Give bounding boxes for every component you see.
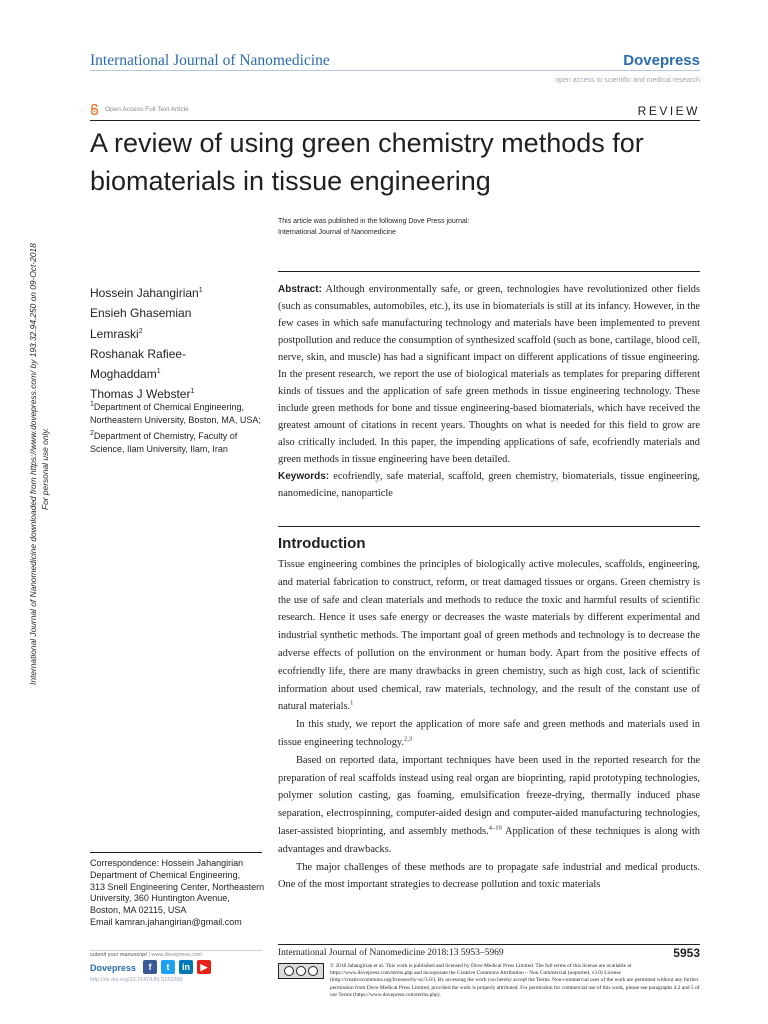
keywords-label: Keywords: bbox=[278, 471, 330, 482]
author: Moghaddam$^1$ bbox=[90, 367, 161, 382]
creative-commons-icon[interactable] bbox=[278, 963, 324, 979]
paragraph: In this study, we report the application of more safe and green methods and materials used in tissue engineering technology.$^{2,3}$ bbox=[278, 719, 700, 748]
open-access-badge bbox=[90, 104, 189, 115]
author: Roshanak Rafiee- bbox=[90, 346, 187, 361]
correspondence-divider bbox=[90, 852, 262, 853]
download-stamp-line-2: For personal use only. bbox=[40, 427, 50, 510]
keywords-text: ecofriendly, safe material, scaffold, green chemistry, biomaterials, tissue engineering, nanomedicine, nanoparticle bbox=[278, 471, 700, 499]
citation-link[interactable]: 2,3 bbox=[404, 735, 413, 743]
title-divider bbox=[90, 120, 700, 121]
dovepress-logo[interactable]: Dovepress bbox=[623, 52, 700, 69]
section-tag: REVIEW bbox=[637, 104, 700, 118]
author: Thomas J Webster$^1$ bbox=[90, 387, 195, 402]
abstract-label: Abstract: bbox=[278, 284, 322, 295]
open-access-label: Open Access Full Text Article bbox=[105, 106, 189, 113]
abstract-text: Although environmentally safe, or green, technologies have revolutionized other fields (such as consumables, automobiles, etc.), its use in biomaterials is still at its infancy. However, in the few cases in which safe manufacturing technology and materials have been implemented to prevent postpollution and reduce the consumption of synthesized scaffold (such as bone, cartilage, blood cell, nerve, skin, and muscle) has had a significant impact on different applications of tissue engineering. In the present research, we report the use of biological materials as templates for preparing different kinds of tissues and the application of safe green methods in tissue engineering technology. These include green methods for bone and tissue engineering-based biomaterials, which have received the greatest amount of citations in recent years. Thoughts on what is needed for this field to grow are also critically included. In this paper, the impending applications of safe, ecofriendly materials and green methods in tissue engineering have been detailed. bbox=[278, 284, 701, 465]
submit-manuscript-link[interactable]: submit your manuscript | www.dovepress.com bbox=[90, 952, 202, 958]
download-stamp-line-1: International Journal of Nanomedicine downloaded from https://www.dovepress.com/ by 193.32.94.250 on 09-Oct-2018 bbox=[28, 243, 38, 685]
license-text: © 2018 Jahangirian et al. This work is published and licensed by Dove Medical Press Limited. The full terms of this license are available at https://www.dovepress.com/terms.php and incorporate the Creative Commons Attribution – Non Commercial (unported, v3.0) License (http://creativecommons.org/licenses/by-nc/3.0/). By accessing the work you hereby accept the Terms. Non-commercial uses of the work are permitted without any further permission from Dove Medical Press Limited, provided the work is properly attributed. For permission for commercial use of this work, please see paragraphs 4.2 and 5 of our Terms (https://www.dovepress.com/terms.php). bbox=[330, 963, 700, 998]
citation-link[interactable]: 1 bbox=[350, 699, 354, 707]
introduction-divider bbox=[278, 526, 700, 527]
cc-icon bbox=[284, 966, 294, 976]
footer-dovepress-logo[interactable]: Dovepress bbox=[90, 963, 137, 973]
correspondence-email[interactable]: Email kamran.jahangirian@gmail.com bbox=[90, 916, 242, 927]
abstract bbox=[278, 281, 700, 502]
nc-icon bbox=[308, 966, 318, 976]
publication-note-line-2: International Journal of Nanomedicine bbox=[278, 229, 396, 236]
journal-title[interactable]: International Journal of Nanomedicine bbox=[90, 52, 330, 69]
tagline: open access to scientific and medical research bbox=[555, 77, 700, 84]
article-title: A review of using green chemistry methods for biomaterials in tissue engineering bbox=[90, 128, 644, 196]
paragraph: Based on reported data, important techniques have been used in the reported research for the preparation of real scaffolds instead using real organ are bioprinting, rapid prototyping technologies, polymer solution casting, gas foaming, emulsification freeze-drying, thermally induced phase separation, electrospinning, computer-aided design and computer-aided manufacturing technologies, laser-assisted bioprinting, and assembly methods.$^{4-10}$ Application of these techniques is along with advantages and drawbacks. bbox=[278, 754, 701, 855]
footer-divider bbox=[278, 944, 700, 945]
doi-link[interactable]: http://dx.doi.org/10.2147/IJN.S163399 bbox=[90, 977, 183, 983]
submit-divider bbox=[90, 950, 262, 951]
download-stamp-svg bbox=[22, 180, 62, 690]
open-access-icon bbox=[90, 104, 99, 115]
publication-note-line-1: This article was published in the following Dove Press journal: bbox=[278, 218, 470, 225]
author-list bbox=[90, 282, 270, 404]
header-divider bbox=[90, 70, 700, 71]
facebook-icon[interactable]: f bbox=[143, 960, 157, 974]
author: Hossein Jahangirian$^1$ bbox=[90, 286, 203, 300]
twitter-icon[interactable]: t bbox=[161, 960, 175, 974]
publication-note bbox=[278, 216, 469, 238]
paragraph: Tissue engineering combines the principles of biologically active molecules, scaffolds, engineering, and material fabrication to construct, reform, or treat damaged tissues or organs. Green chemistry is the use of safe and clean materials and methods to reduce the toxic and harmful results of scientific research. Hence it uses safe energy or decreases the waste materials by different experimental and industrial synthetic methods. The important goal of green methods and technology is to decrease the adverse effects of pollution on the environment or human body. Apart from the positive effects of ecofriendly life, there are many drawbacks in green chemistry, such as high cost, lack of scientific information about used chemical, raw materials, technology, and the result of the constant use of natural materials.$^1$ bbox=[278, 559, 700, 713]
by-icon bbox=[296, 966, 306, 976]
linkedin-icon[interactable]: in bbox=[179, 960, 193, 974]
keywords bbox=[278, 468, 700, 502]
abstract-divider bbox=[278, 271, 700, 272]
page-number: 5953 bbox=[673, 946, 700, 960]
introduction-body bbox=[278, 556, 700, 894]
download-stamp bbox=[22, 180, 62, 690]
license-block bbox=[278, 963, 700, 999]
citation-link[interactable]: 4–10 bbox=[488, 824, 502, 832]
correspondence: Correspondence: Hossein Jahangirian Department of Chemical Engineering, 313 Snell Engineering Center, Northeastern University, 360 Huntington Avenue, Boston, MA 02115, USA Email kamran.jahangirian@gmail.com bbox=[90, 858, 270, 929]
footer-journal-citation: International Journal of Nanomedicine 2018:13 5953–5969 bbox=[278, 948, 504, 958]
author: Ensieh Ghasemian bbox=[90, 306, 192, 321]
author: Lemraski$^2$ bbox=[90, 326, 143, 341]
paragraph: The major challenges of these methods are to propagate safe industrial and medical products. One of the most important strategies to decrease pollution and toxic materials bbox=[278, 861, 700, 891]
youtube-icon[interactable]: ▶ bbox=[197, 960, 211, 974]
social-links bbox=[143, 960, 211, 974]
affiliations: $^1$Department of Chemical Engineering, Northeastern University, Boston, MA, USA; $^2$Department of Chemistry, Faculty of Science, Ilam University, Ilam, Iran bbox=[90, 401, 261, 454]
introduction-heading: Introduction bbox=[278, 535, 366, 552]
abstract-body bbox=[278, 281, 700, 468]
